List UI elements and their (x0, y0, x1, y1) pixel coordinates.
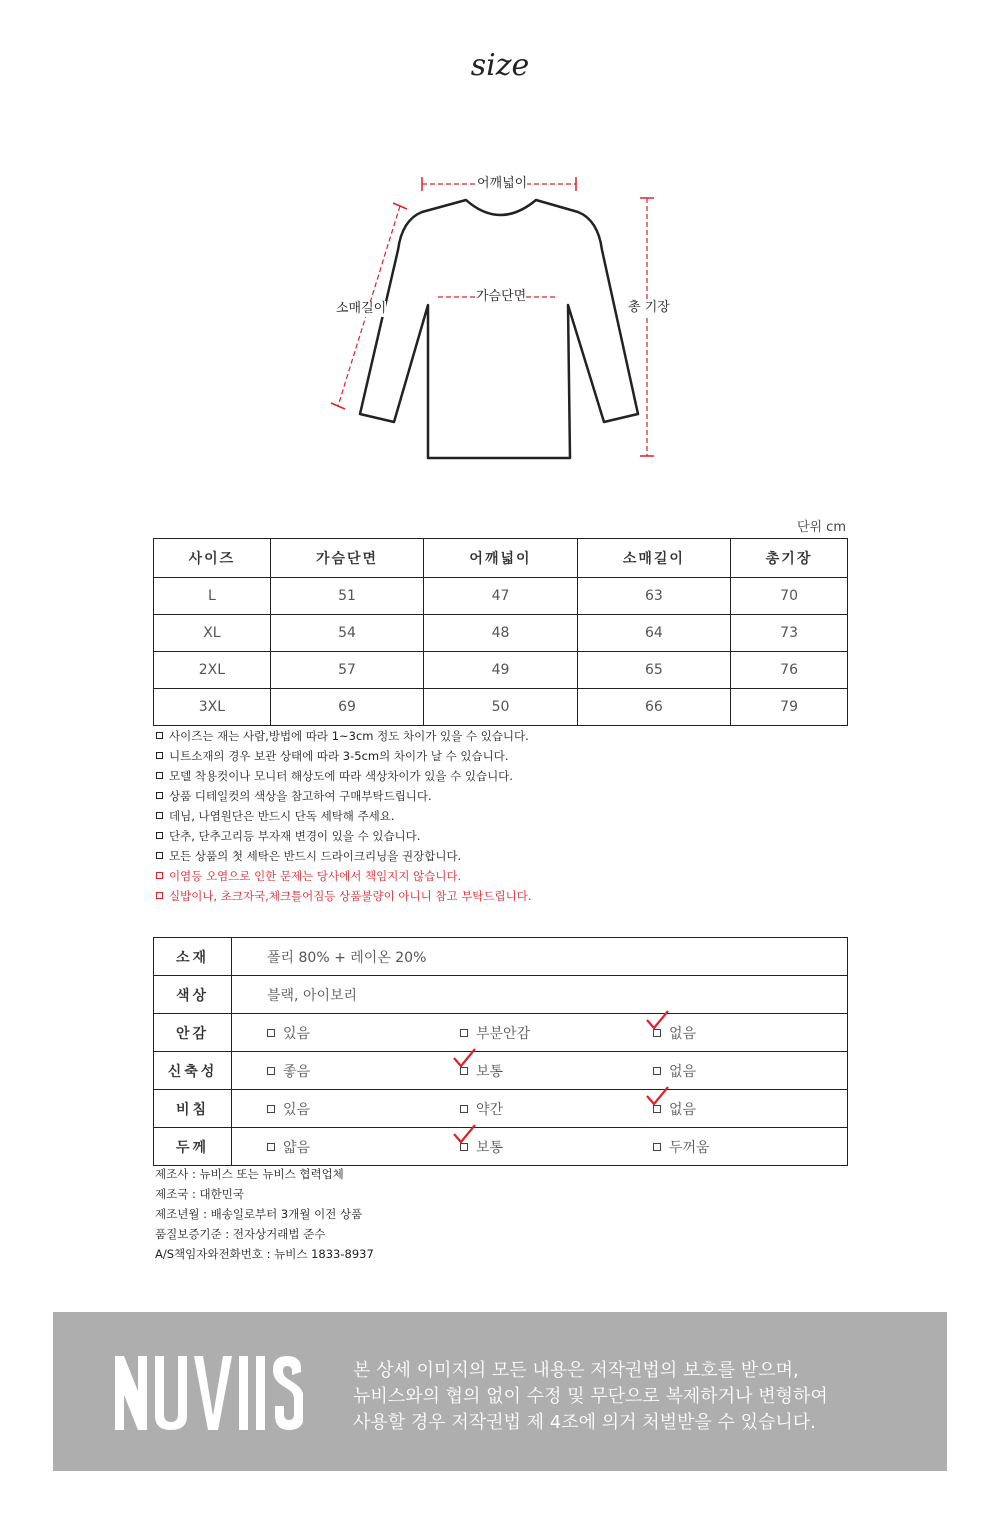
material-value: 폴리 80% + 레이온 20% (232, 938, 848, 976)
unit-label: 단위 cm (796, 520, 846, 535)
check-mark-icon (645, 1085, 669, 1107)
table-cell: 57 (270, 652, 423, 689)
bullet-square-icon (156, 812, 163, 819)
info-quality: 품질보증기준 : 전자상거래법 준수 (155, 1227, 326, 1241)
checkbox-icon (267, 1105, 275, 1113)
table-cell: L (154, 578, 271, 615)
table-cell: 79 (731, 689, 848, 726)
checkbox-icon (460, 1067, 468, 1075)
fabric-row-material (154, 938, 848, 976)
copyright-text (353, 1358, 913, 1436)
option-selected: 없음 (653, 1023, 846, 1043)
table-cell: 64 (577, 615, 730, 652)
bullet-square-icon (156, 832, 163, 839)
checkbox-icon (653, 1105, 661, 1113)
option: 없음 (653, 1061, 846, 1081)
sleeve-label: 소매길이 (336, 301, 387, 316)
bullet-square-icon (156, 772, 163, 779)
lining-label: 안감 (154, 1014, 232, 1052)
table-cell: 73 (731, 615, 848, 652)
table-cell: 54 (270, 615, 423, 652)
copyright-line: 본 상세 이미지의 모든 내용은 저작권법의 보호를 받으며, (353, 1360, 799, 1381)
fabric-row-stretch (154, 1052, 848, 1090)
table-cell: 69 (270, 689, 423, 726)
table-cell: 63 (577, 578, 730, 615)
sheer-options (267, 1099, 846, 1119)
note-item: 니트소재의 경우 보관 상태에 따라 3-5cm의 차이가 날 수 있습니다. (156, 746, 856, 766)
fabric-row-color (154, 976, 848, 1014)
table-row (154, 578, 848, 615)
table-cell: 51 (270, 578, 423, 615)
option: 있음 (267, 1099, 460, 1119)
note-item: 데님, 나염원단은 반드시 단독 세탁해 주세요. (156, 806, 856, 826)
header-size: 사이즈 (154, 539, 271, 578)
fabric-row-thickness (154, 1128, 848, 1166)
bullet-square-icon (156, 752, 163, 759)
note-item: 상품 디테일컷의 색상을 참고하여 구매부탁드립니다. (156, 786, 856, 806)
fabric-table (153, 937, 848, 1166)
color-label: 색상 (154, 976, 232, 1014)
thickness-options (267, 1137, 846, 1157)
option: 있음 (267, 1023, 460, 1043)
note-item-warning: 실밥이나, 초크자국,체크틀어짐등 상품불량이 아니니 참고 부탁드립니다. (156, 886, 856, 906)
info-manufacturer: 제조사 : 뉴비스 또는 뉴비스 협력업체 (155, 1167, 344, 1181)
check-mark-icon (452, 1047, 476, 1069)
bullet-square-icon (156, 792, 163, 799)
header-sleeve: 소매길이 (577, 539, 730, 578)
checkbox-icon (653, 1029, 661, 1037)
fabric-row-lining (154, 1014, 848, 1052)
checkbox-icon (460, 1105, 468, 1113)
checkbox-icon (653, 1067, 661, 1075)
checkbox-icon (460, 1143, 468, 1151)
checkbox-icon (267, 1029, 275, 1037)
shoulder-label: 어깨넓이 (477, 176, 528, 191)
option: 약간 (460, 1099, 653, 1119)
note-item: 단추, 단추고리등 부자재 변경이 있을 수 있습니다. (156, 826, 856, 846)
copyright-line: 사용할 경우 저작권법 제 4조에 의거 처벌받을 수 있습니다. (353, 1412, 816, 1433)
info-as-contact: A/S책임자와전화번호 : 뉴비스 1833-8937 (155, 1247, 374, 1261)
length-label: 총 기장 (628, 300, 670, 315)
option: 좋음 (267, 1061, 460, 1081)
table-cell: 49 (424, 652, 577, 689)
option-selected: 없음 (653, 1099, 846, 1119)
shirt-outline-icon (300, 160, 720, 480)
size-table-header (154, 539, 848, 578)
checkbox-icon (653, 1143, 661, 1151)
stretch-label: 신축성 (154, 1052, 232, 1090)
table-cell: 76 (731, 652, 848, 689)
bullet-square-icon (156, 852, 163, 859)
table-cell: 70 (731, 578, 848, 615)
note-item: 모든 상품의 첫 세탁은 반드시 드라이크리닝을 권장합니다. (156, 846, 856, 866)
stretch-options (267, 1061, 846, 1081)
fabric-row-sheer (154, 1090, 848, 1128)
table-cell: 3XL (154, 689, 271, 726)
table-cell: 65 (577, 652, 730, 689)
table-cell: 50 (424, 689, 577, 726)
table-row (154, 652, 848, 689)
bullet-square-icon (156, 892, 163, 899)
note-item: 모델 착용컷이나 모니터 해상도에 따라 색상차이가 있을 수 있습니다. (156, 766, 856, 786)
lining-options (267, 1023, 846, 1043)
bullet-square-icon (156, 872, 163, 879)
info-date: 제조년월 : 배송일로부터 3개월 이전 상품 (155, 1207, 363, 1221)
option: 얇음 (267, 1137, 460, 1157)
table-cell: 47 (424, 578, 577, 615)
page-title: size (470, 48, 530, 83)
table-cell: 48 (424, 615, 577, 652)
header-length: 총기장 (731, 539, 848, 578)
header-shoulder: 어깨넓이 (424, 539, 577, 578)
sheer-label: 비침 (154, 1090, 232, 1128)
size-table (153, 538, 848, 726)
checkbox-icon (267, 1143, 275, 1151)
thickness-label: 두께 (154, 1128, 232, 1166)
info-country: 제조국 : 대한민국 (155, 1187, 244, 1201)
checkbox-icon (460, 1029, 468, 1037)
care-notes (156, 726, 856, 906)
check-mark-icon (645, 1009, 669, 1031)
note-item: 사이즈는 재는 사람,방법에 따라 1~3cm 정도 차이가 있을 수 있습니다. (156, 726, 856, 746)
copyright-footer (53, 1312, 947, 1471)
chest-label: 가슴단면 (476, 289, 527, 304)
note-item-warning: 이염등 오염으로 인한 문제는 당사에서 책임지지 않습니다. (156, 866, 856, 886)
option: 부분안감 (460, 1023, 653, 1043)
option-selected: 보통 (460, 1061, 653, 1081)
table-cell: XL (154, 615, 271, 652)
product-info (155, 1164, 374, 1264)
table-row (154, 615, 848, 652)
table-cell: 66 (577, 689, 730, 726)
brand-logo (113, 1354, 303, 1432)
table-row (154, 689, 848, 726)
option: 두꺼움 (653, 1137, 846, 1157)
size-diagram (300, 160, 720, 480)
color-value: 블랙, 아이보리 (232, 976, 848, 1014)
bullet-square-icon (156, 732, 163, 739)
header-chest: 가슴단면 (270, 539, 423, 578)
copyright-line: 뉴비스와의 협의 없이 수정 및 무단으로 복제하거나 변형하여 (353, 1386, 828, 1407)
material-label: 소재 (154, 938, 232, 976)
checkbox-icon (267, 1067, 275, 1075)
table-cell: 2XL (154, 652, 271, 689)
option-selected: 보통 (460, 1137, 653, 1157)
check-mark-icon (452, 1123, 476, 1145)
